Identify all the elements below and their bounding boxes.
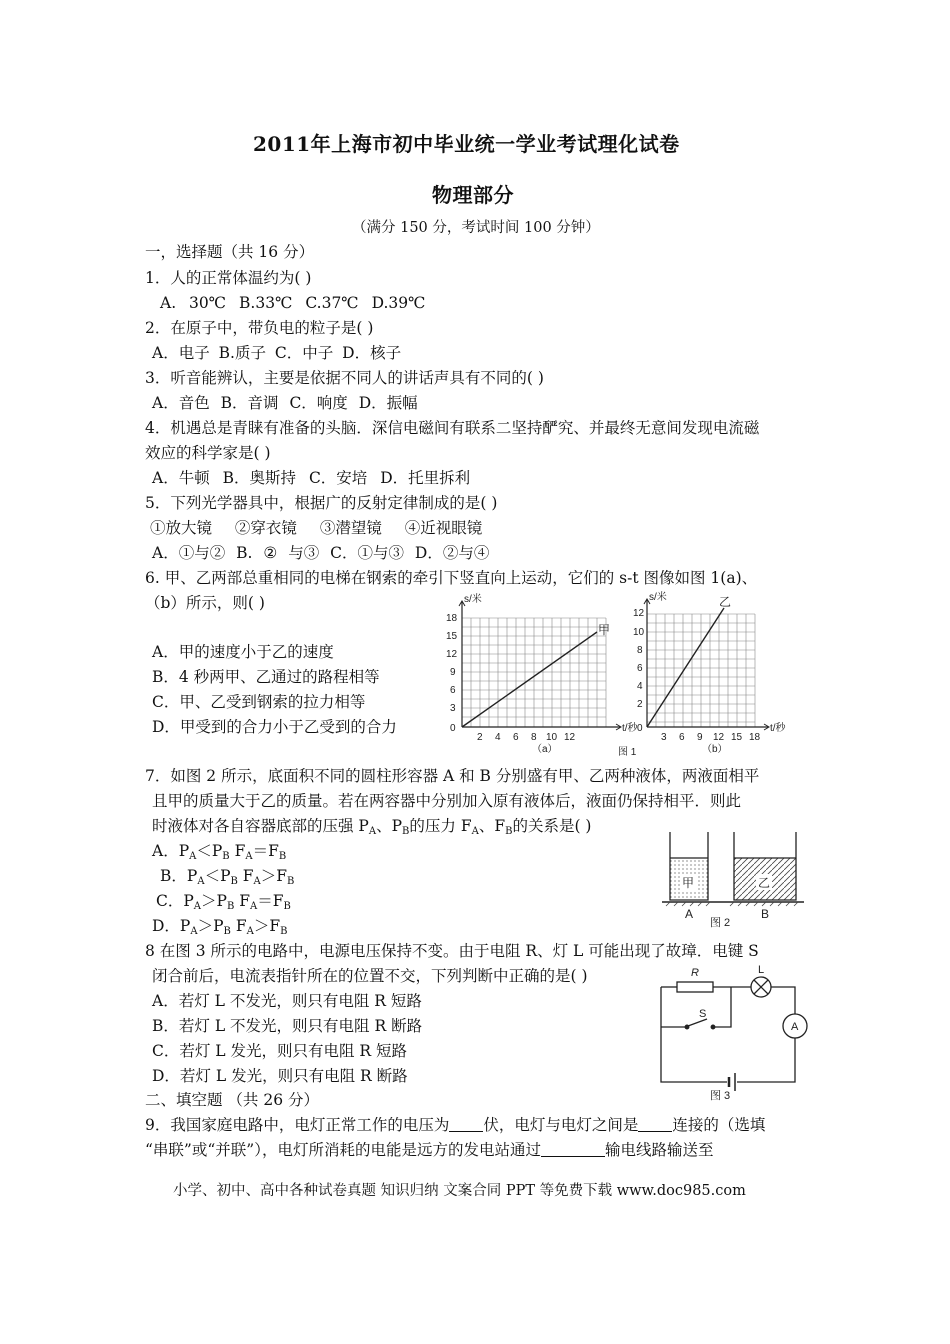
resistor-label: R <box>691 967 699 979</box>
graph-a-labels <box>446 592 639 758</box>
option-b: B．$P_A<P_B$ $F_A>F_B$ <box>160 867 295 887</box>
figure-1 <box>440 590 800 760</box>
y-tick: 3 <box>450 703 456 714</box>
question-stem: 5．下列光学器具中，根据广的反射定律制成的是( ) <box>145 494 498 512</box>
graph-caption: （a） <box>532 744 558 755</box>
y-tick: 10 <box>633 627 645 638</box>
graph-caption: （b） <box>702 744 728 755</box>
question-stem: 7．如图 2 所示，底面积不同的圆柱形容器 A 和 B 分别盛有甲、乙两种液体，两液面相平 <box>145 767 760 785</box>
option-b: B．若灯 L 不发光，则只有电阻 R 断路 <box>152 1017 423 1035</box>
graph-a <box>459 601 621 730</box>
question-options: A．①与② B. ② 与③ C．①与③ D．②与④ <box>152 544 490 562</box>
y-tick: 12 <box>633 608 645 619</box>
exam-note: （满分 150 分，考试时间 100 分钟） <box>352 220 600 236</box>
curve-label: 乙 <box>719 595 732 609</box>
question-stem: 9．我国家庭电路中，电灯正常工作的电压为 伏，电灯与电灯之间是 连接的（选填 <box>145 1116 766 1134</box>
question-options: A．音色 B．音调 C．响度 D．振幅 <box>152 394 418 412</box>
y-tick: 8 <box>637 645 643 656</box>
lamp-label: L <box>758 964 765 976</box>
figure-caption: 图 3 <box>710 1090 731 1102</box>
section-heading: 二、填空题 （共 26 分） <box>145 1091 320 1109</box>
y-tick: 0 <box>450 723 456 734</box>
x-tick: 2 <box>477 732 483 743</box>
y-tick: 9 <box>450 667 456 678</box>
option-c: C．$P_A>P_B$ $F_A=F_B$ <box>156 892 291 912</box>
option-a: A．甲的速度小于乙的速度 <box>152 643 334 661</box>
x-tick: 8 <box>531 732 537 743</box>
question-stem: 闭合前后，电流表指针所在的位置不交，下列判断中正确的是( ) <box>152 967 588 985</box>
container-label: A <box>685 907 694 921</box>
question-stem: 2．在原子中，带负电的粒子是( ) <box>145 319 374 337</box>
graph-b <box>644 599 769 730</box>
switch-s <box>688 1019 707 1026</box>
question-stem: 且甲的质量大于乙的质量。若在两容器中分别加入原有液体后，液面仍保持相平．则此 <box>152 792 742 810</box>
option-a: A．$P_A<P_B$ $F_A=F_B$ <box>152 842 287 862</box>
question-stem: 8 在图 3 所示的电路中，电源电压保持不变。由于电阻 R、灯 L 可能出现了故璋．电键 S <box>145 942 759 960</box>
y-tick: 12 <box>446 649 458 660</box>
y-tick: 0 <box>637 723 643 734</box>
question-options: A. 30℃ B.33℃ C.37℃ D.39℃ <box>160 294 426 312</box>
option-d: D．甲受到的合力小于乙受到的合力 <box>152 718 397 736</box>
figure-2 <box>658 828 808 928</box>
x-tick: 15 <box>731 732 743 743</box>
y-tick: 2 <box>637 699 643 710</box>
x-axis-label: t/秒 <box>770 723 786 734</box>
answer-blank <box>541 1142 605 1157</box>
question-stem: 效应的科学家是( ) <box>145 444 271 462</box>
x-tick: 3 <box>661 732 667 743</box>
x-tick: 10 <box>546 732 558 743</box>
x-axis-label: t/秒 <box>622 723 638 734</box>
option-d: D．若灯 L 发光，则只有电阻 R 断路 <box>152 1067 408 1085</box>
question-options: A．电子 B.质子 C．中子 D．核子 <box>152 344 402 362</box>
answer-blank <box>638 1117 672 1132</box>
x-tick: 12 <box>713 732 725 743</box>
x-tick: 6 <box>679 732 685 743</box>
switch-label: S <box>699 1008 707 1020</box>
question-stem: “串联”或“并联”），电灯所消耗的电能是远方的发电站通过 输电线路输送至 <box>145 1141 714 1159</box>
y-axis-label: s/米 <box>649 592 667 603</box>
question-stem: （b）所示，则( ) <box>145 594 265 612</box>
x-tick: 4 <box>495 732 501 743</box>
x-tick: 6 <box>513 732 519 743</box>
option-a: A．若灯 L 不发光，则只有电阻 R 短路 <box>152 992 422 1010</box>
curve-label: 甲 <box>598 623 611 637</box>
liquid-label: 甲 <box>682 876 695 890</box>
liquid-label: 乙 <box>758 876 771 890</box>
y-axis-label: s/米 <box>464 594 482 605</box>
question-stem: 1．人的正常体温约为( ) <box>145 269 312 287</box>
resistor-r <box>677 982 713 992</box>
figure-label: 图 1 <box>618 747 637 758</box>
page-title: 2011年上海市初中毕业统一学业考试理化试卷 <box>253 132 680 156</box>
option-b: B．4 秒两甲、乙通过的路程相等 <box>152 668 380 686</box>
question-stem: 4．机遇总是青睐有准备的头脑．深信电磁间有联系二坚持酽究、并最终无意间发现电流磁 <box>145 419 760 437</box>
y-tick: 15 <box>446 631 458 642</box>
page-subtitle: 物理部分 <box>432 183 514 207</box>
container-label: B <box>761 907 770 921</box>
figure-caption: 图 2 <box>710 917 731 928</box>
x-tick: 12 <box>564 732 576 743</box>
question-options: A．牛顿 B．奥斯持 C．安培 D．托里拆利 <box>152 469 471 487</box>
y-tick: 6 <box>450 685 456 696</box>
question-stem: 3．听音能辨认，主要是依据不同人的讲话声具有不同的( ) <box>145 369 544 387</box>
footer-text: 小学、初中、高中各种试卷真题 知识归纳 文案合同 PPT 等免费下载 www.doc985.com <box>173 1183 746 1199</box>
question-stem: 6. 甲、乙两部总重相同的电梯在钢索的牵引下竖直向上运动，它们的 s-t 图像如图 1(a)、 <box>145 569 758 587</box>
y-tick: 4 <box>637 681 643 692</box>
line-jia <box>462 632 597 727</box>
question-items: ①放大镜 ②穿衣镜 ③潜望镜 ④近视眼镜 <box>150 519 483 537</box>
y-tick: 6 <box>637 663 643 674</box>
question-stem: 时液体对各自容器底部的压强 $P_A$、$P_B$的压力 $F_A$、$F_B$的关系是( ) <box>152 817 592 837</box>
x-tick: 9 <box>697 732 703 743</box>
y-tick: 18 <box>446 613 458 624</box>
answer-blank <box>449 1117 483 1132</box>
option-c: C．甲、乙受到钢索的拉力相等 <box>152 693 366 711</box>
line-yi <box>647 608 724 727</box>
figure-3 <box>655 962 810 1102</box>
option-d: D．$P_A>P_B$ $F_A>F_B$ <box>152 917 288 937</box>
option-c: C．若灯 L 发光，则只有电阻 R 短路 <box>152 1042 408 1060</box>
section-heading: 一，选择题（共 16 分） <box>145 243 315 261</box>
x-tick: 18 <box>749 732 761 743</box>
ammeter-label: A <box>791 1021 799 1033</box>
